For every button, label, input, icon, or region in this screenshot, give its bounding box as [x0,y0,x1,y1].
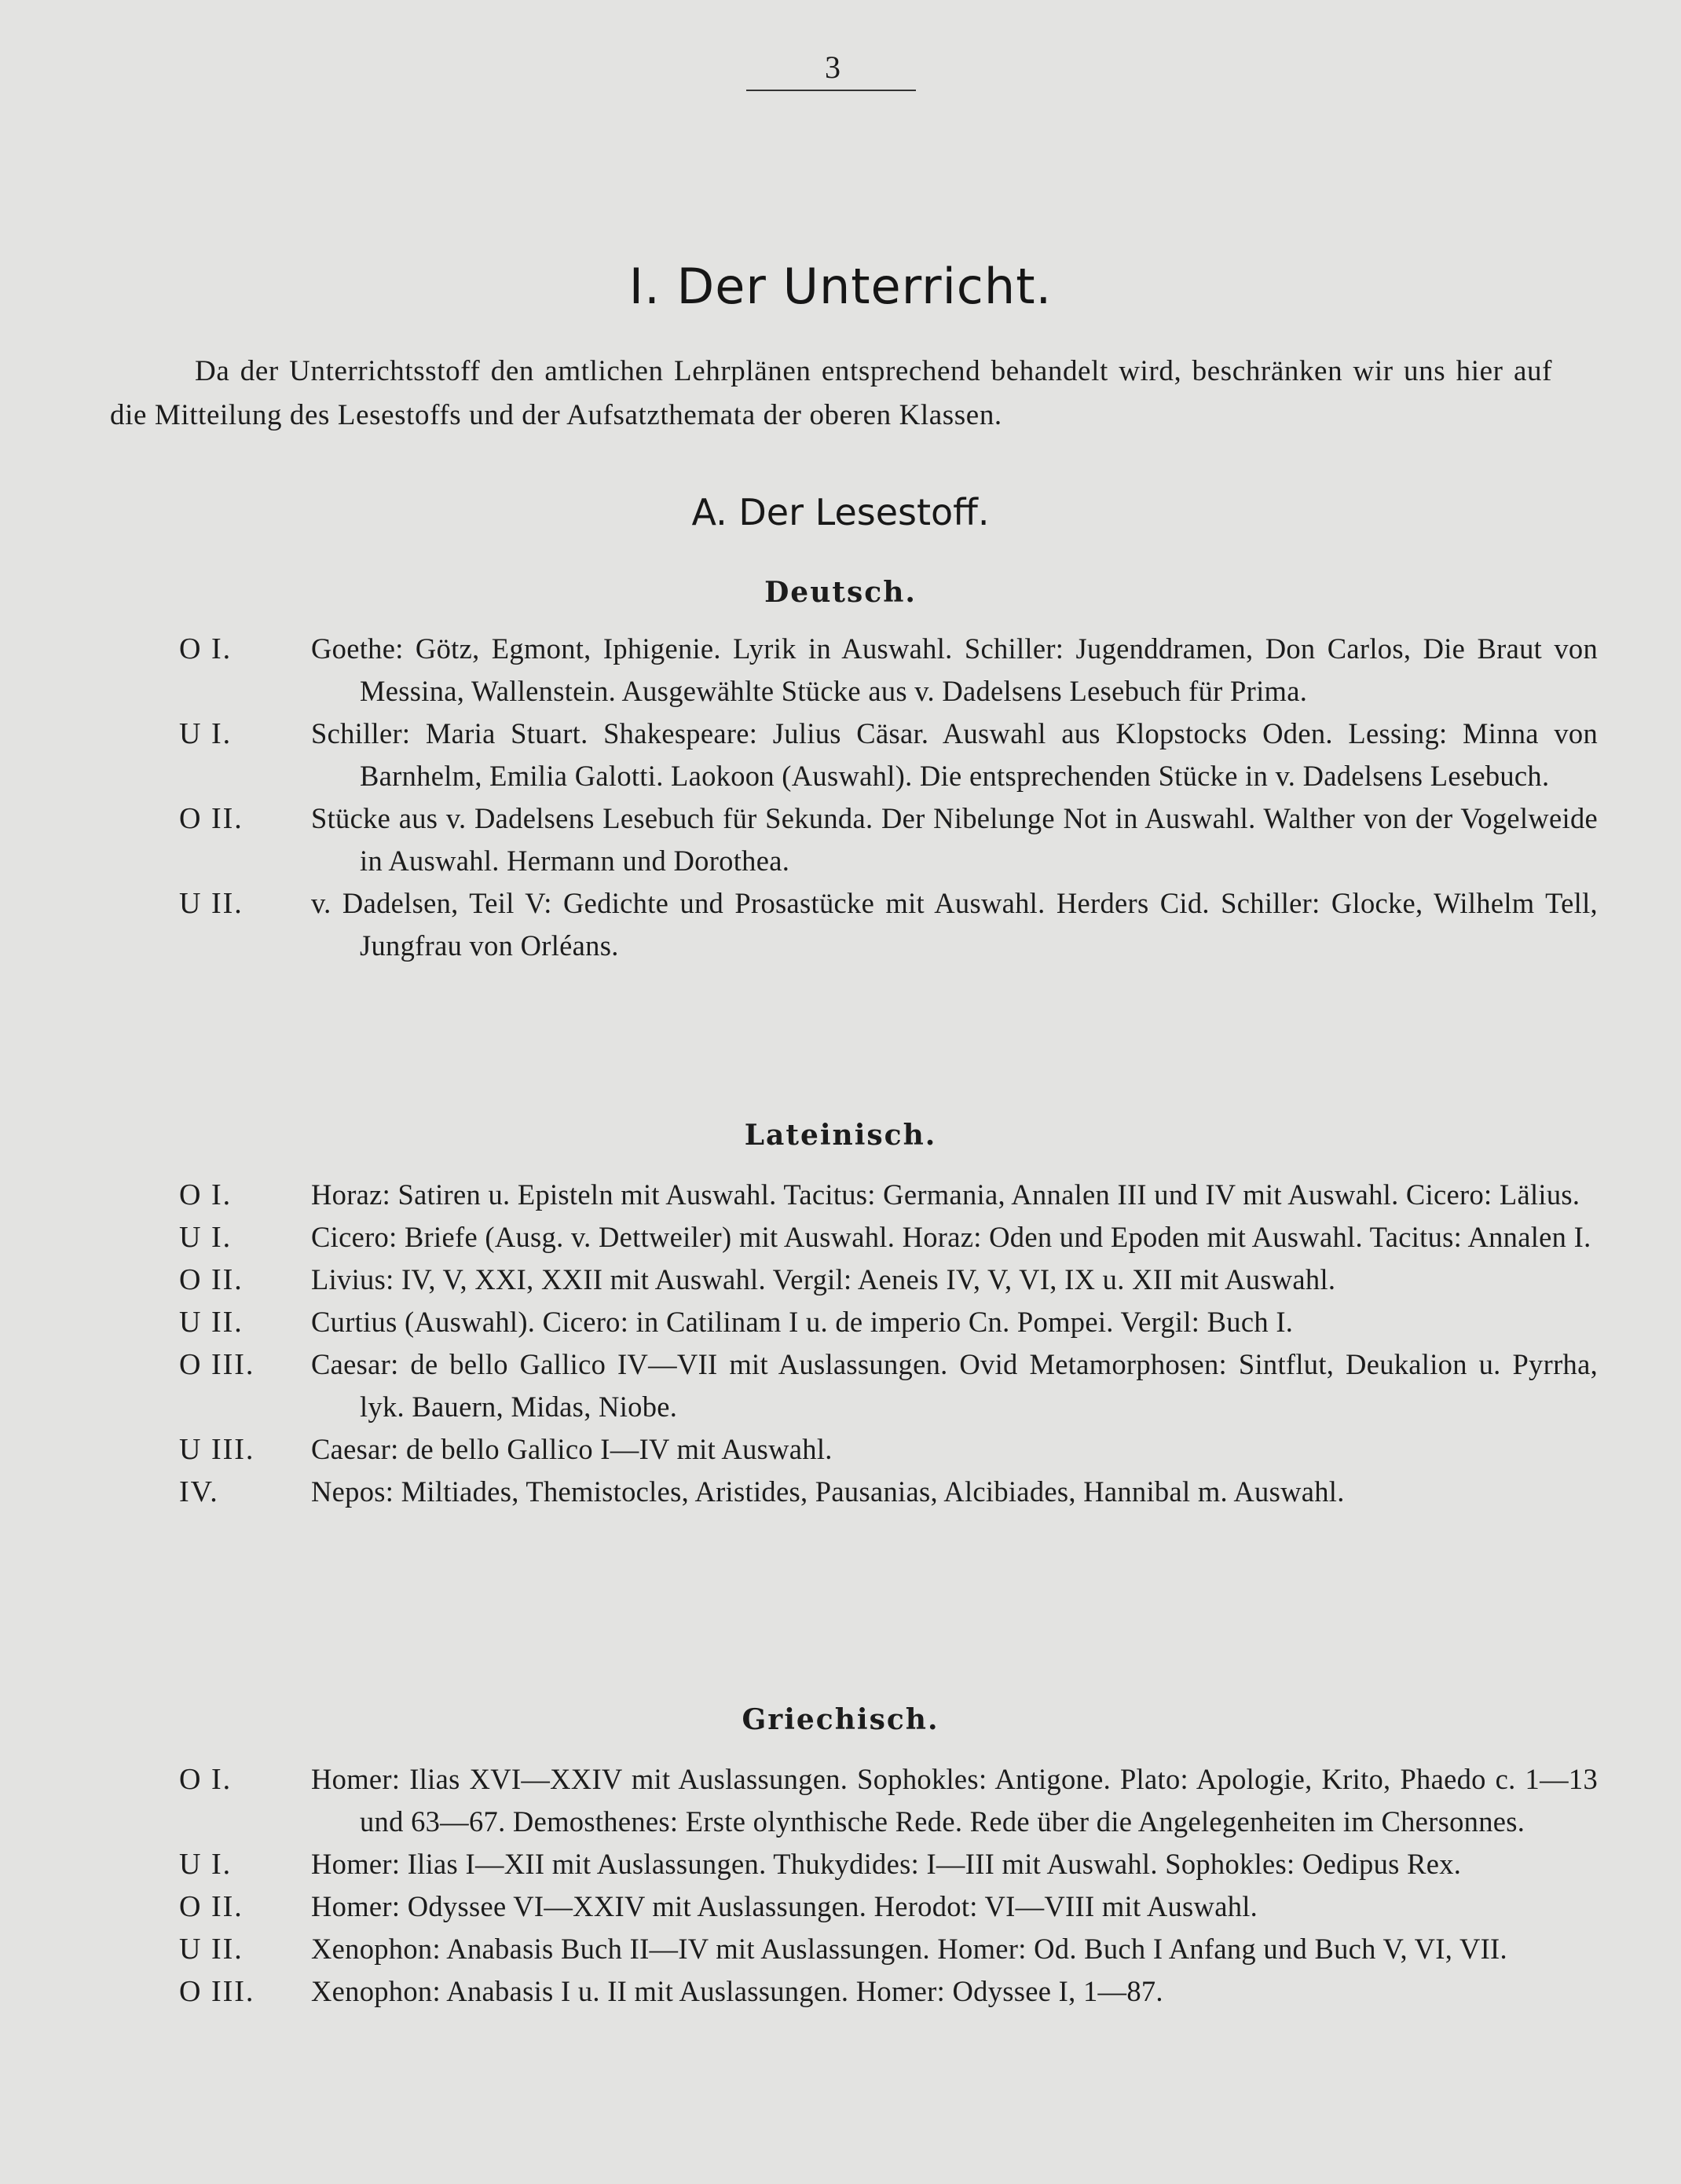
intro-paragraph: Da der Unterrichtsstoff den amtlichen Lehrplänen entsprechend behandelt wird, beschränken wir uns hier auf die Mitteilung des Lesestoffs und der Aufsatzthemata der oberen Klassen. [110,355,1552,431]
entry-text: Xenophon: Anabasis Buch II—IV mit Auslassungen. Homer: Od. Buch I Anfang und Buch V, VI, VII. [311,1933,1507,1965]
entry-class: O I. [179,632,233,665]
entry-text: Goethe: Götz, Egmont, Iphigenie. Lyrik in Auswahl. Schiller: Jugenddramen, Don Carlos, Die Braut von Messina, Wallenstein. Ausgewählte Stücke aus v. Dadelsens Lesebuch für Prima. [311,632,1598,707]
subject-heading-deutsch: Deutsch. [764,576,917,609]
entries-lateinisch [0,1174,1681,1513]
entry-row [0,1758,1681,1843]
chapter-heading: I. Der Unterricht. [628,258,1053,315]
entry-row [0,1428,1681,1471]
entry-class: U I. [179,1221,233,1254]
entries-deutsch [0,628,1681,967]
entry-text: Livius: IV, V, XXI, XXII mit Auswahl. Vergil: Aeneis IV, V, VI, IX u. XII mit Auswahl. [311,1263,1336,1295]
entry-text: Homer: Ilias I—XII mit Auslassungen. Thukydides: I—III mit Auswahl. Sophokles: Oedipus Rex. [311,1848,1462,1880]
page-number-rule [746,90,916,91]
entry-text: Caesar: de bello Gallico I—IV mit Auswahl. [311,1433,833,1465]
entry-class: O I. [179,1178,233,1211]
entry-class: U II. [179,1933,244,1966]
entry-class: IV. [179,1475,219,1508]
entry-row [0,713,1681,797]
entry-row [0,1259,1681,1301]
entry-text: Schiller: Maria Stuart. Shakespeare: Julius Cäsar. Auswahl aus Klopstocks Oden. Lessing: Minna von Barnhelm, Emilia Galotti. Laokoon (Auswahl). Die entsprechenden Stücke in v. Dadelsens Lesebuch. [311,717,1598,792]
entry-class: U I. [179,1848,233,1881]
entry-text: Curtius (Auswahl). Cicero: in Catilinam I u. de imperio Cn. Pompei. Vergil: Buch I. [311,1306,1294,1338]
entry-text: Stücke aus v. Dadelsens Lesebuch für Sekunda. Der Nibelunge Not in Auswahl. Walther von der Vogelweide in Auswahl. Hermann und Dorothea. [311,802,1598,877]
entry-class: U I. [179,717,233,750]
subject-heading-griechisch: Griechisch. [742,1703,939,1736]
entry-class: U II. [179,887,244,920]
entry-row [0,628,1681,713]
entry-row [0,1928,1681,1970]
entry-class: O II. [179,802,244,835]
entry-row [0,1970,1681,2013]
entry-row [0,1174,1681,1216]
entry-class: U III. [179,1433,255,1466]
entries-griechisch [0,1758,1681,2013]
entry-class: O III. [179,1348,255,1381]
entry-text: Caesar: de bello Gallico IV—VII mit Auslassungen. Ovid Metamorphosen: Sintflut, Deukalion u. Pyrrha, lyk. Bauern, Midas, Niobe. [311,1348,1598,1423]
entry-row [0,1343,1681,1428]
entry-row [0,797,1681,882]
entry-row [0,1885,1681,1928]
entry-row [0,1843,1681,1885]
entry-class: O I. [179,1763,233,1796]
entry-text: Homer: Odyssee VI—XXIV mit Auslassungen. Herodot: VI—VIII mit Auswahl. [311,1890,1258,1922]
page-number: 3 [825,49,840,85]
entry-row [0,1216,1681,1259]
entry-text: Homer: Ilias XVI—XXIV mit Auslassungen. Sophokles: Antigone. Plato: Apologie, Krito, Phaedo c. 1—13 und 63—67. Demosthenes: Erste olynthische Rede. Rede über die Angelegenheiten im Chersonnes. [311,1763,1598,1838]
entry-class: O II. [179,1890,244,1923]
section-heading: A. Der Lesestoff. [691,491,990,533]
entry-text: Xenophon: Anabasis I u. II mit Auslassungen. Homer: Odyssee I, 1—87. [311,1975,1163,2007]
subject-heading-lateinisch: Lateinisch. [744,1119,937,1152]
entry-text: v. Dadelsen, Teil V: Gedichte und Prosastücke mit Auswahl. Herders Cid. Schiller: Glocke, Wilhelm Tell, Jungfrau von Orléans. [311,887,1598,962]
entry-text: Nepos: Miltiades, Themistocles, Aristides, Pausanias, Alcibiades, Hannibal m. Auswahl. [311,1475,1345,1508]
entry-class: O III. [179,1975,255,2008]
entry-row [0,1471,1681,1513]
entry-text: Cicero: Briefe (Ausg. v. Dettweiler) mit Auswahl. Horaz: Oden und Epoden mit Auswahl. Tacitus: Annalen I. [311,1221,1591,1253]
entry-row [0,1301,1681,1343]
entry-row [0,882,1681,967]
entry-text: Horaz: Satiren u. Episteln mit Auswahl. Tacitus: Germania, Annalen III und IV mit Auswahl. Cicero: Lälius. [311,1178,1580,1211]
entry-class: O II. [179,1263,244,1296]
entry-class: U II. [179,1306,244,1339]
